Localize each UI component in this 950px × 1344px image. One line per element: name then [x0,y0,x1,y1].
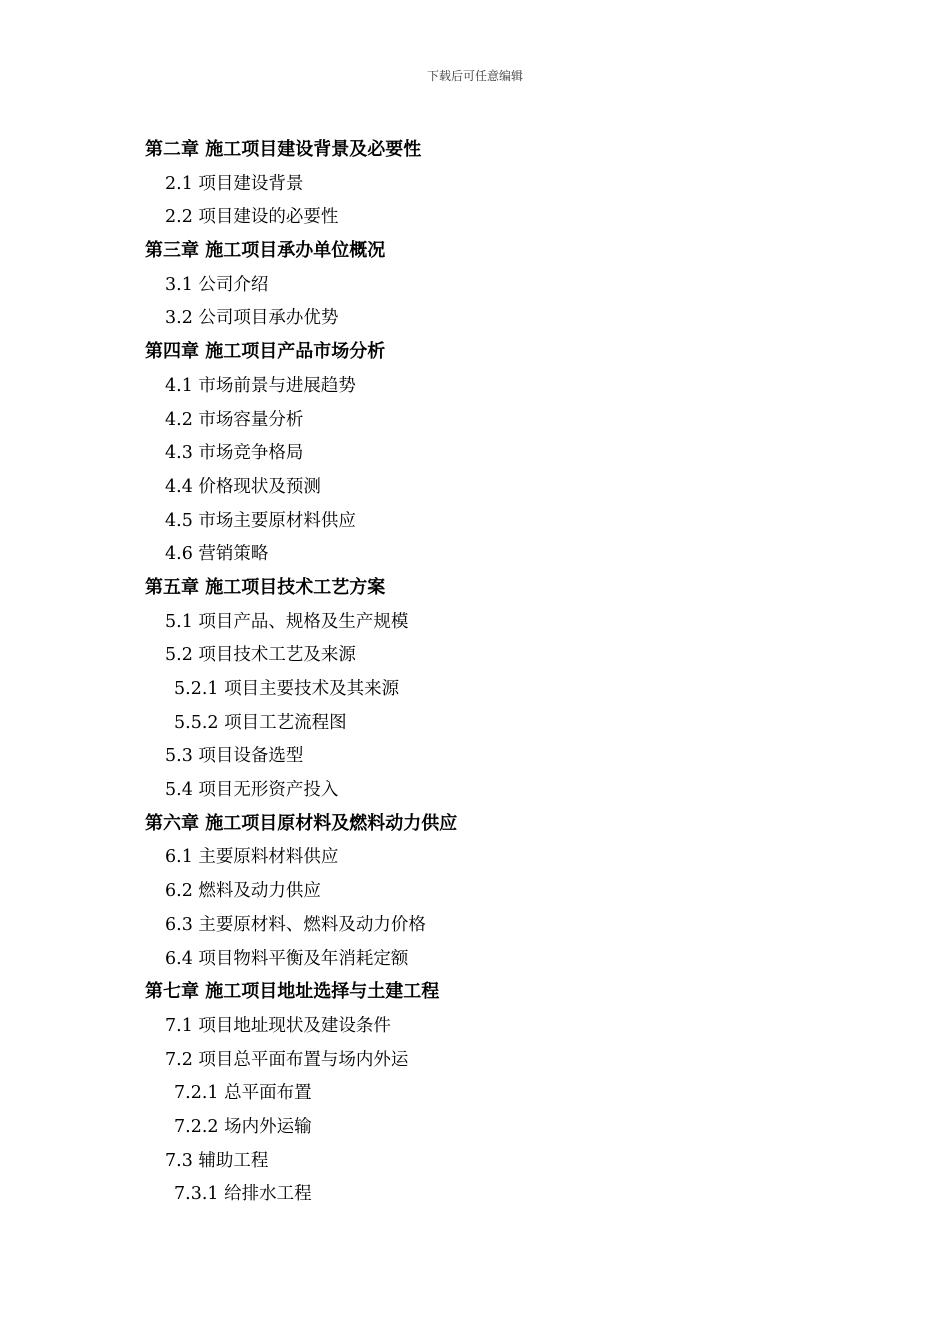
toc-subsection: 7.3.1 给排水工程 [174,1184,312,1205]
toc-subsection: 7.2.2 场内外运输 [174,1116,312,1137]
toc-section: 4.6 营销策略 [165,544,269,565]
toc-subsection: 5.2.1 项目主要技术及其来源 [174,679,400,699]
toc-section: 5.3 项目设备选型 [165,746,304,767]
toc-section: 6.1 主要原料材料供应 [165,847,339,868]
toc-chapter: 第五章 施工项目技术工艺方案 [145,576,386,598]
toc-chapter: 第三章 施工项目承办单位概况 [145,240,386,262]
toc-section: 2.1 项目建设背景 [165,173,304,194]
toc-section: 3.2 公司项目承办优势 [165,308,339,329]
toc-section: 5.1 项目产品、规格及生产规模 [165,611,409,632]
toc-chapter: 第六章 施工项目原材料及燃料动力供应 [145,812,458,834]
page-header: 下载后可任意编辑 [426,69,523,83]
toc-section: 7.1 项目地址现状及建设条件 [165,1015,391,1036]
toc-chapter: 第二章 施工项目建设背景及必要性 [145,139,422,160]
toc-section: 2.2 项目建设的必要性 [165,207,339,228]
toc-section: 4.3 市场竞争格局 [165,443,304,464]
toc-section: 7.3 辅助工程 [165,1150,269,1171]
toc-subsection: 5.5.2 项目工艺流程图 [174,712,347,733]
toc-section: 6.3 主要原材料、燃料及动力价格 [165,914,426,935]
table-of-contents [145,137,845,1215]
toc-chapter: 第七章 施工项目地址选择与土建工程 [145,981,440,1003]
toc-section: 4.1 市场前景与进展趋势 [165,375,356,396]
toc-section: 4.5 市场主要原材料供应 [165,510,356,531]
toc-section: 5.2 项目技术工艺及来源 [165,645,356,666]
toc-section: 5.4 项目无形资产投入 [165,780,339,801]
toc-chapter: 第四章 施工项目产品市场分析 [145,341,386,363]
toc-section: 4.4 价格现状及预测 [165,476,321,497]
toc-section: 3.1 公司介绍 [165,274,269,295]
toc-section: 6.2 燃料及动力供应 [165,881,321,902]
toc-section: 6.4 项目物料平衡及年消耗定额 [165,948,409,969]
toc-section: 7.2 项目总平面布置与场内外运 [165,1049,409,1070]
toc-subsection: 7.2.1 总平面布置 [174,1083,312,1104]
toc-section: 4.2 市场容量分析 [165,409,304,430]
